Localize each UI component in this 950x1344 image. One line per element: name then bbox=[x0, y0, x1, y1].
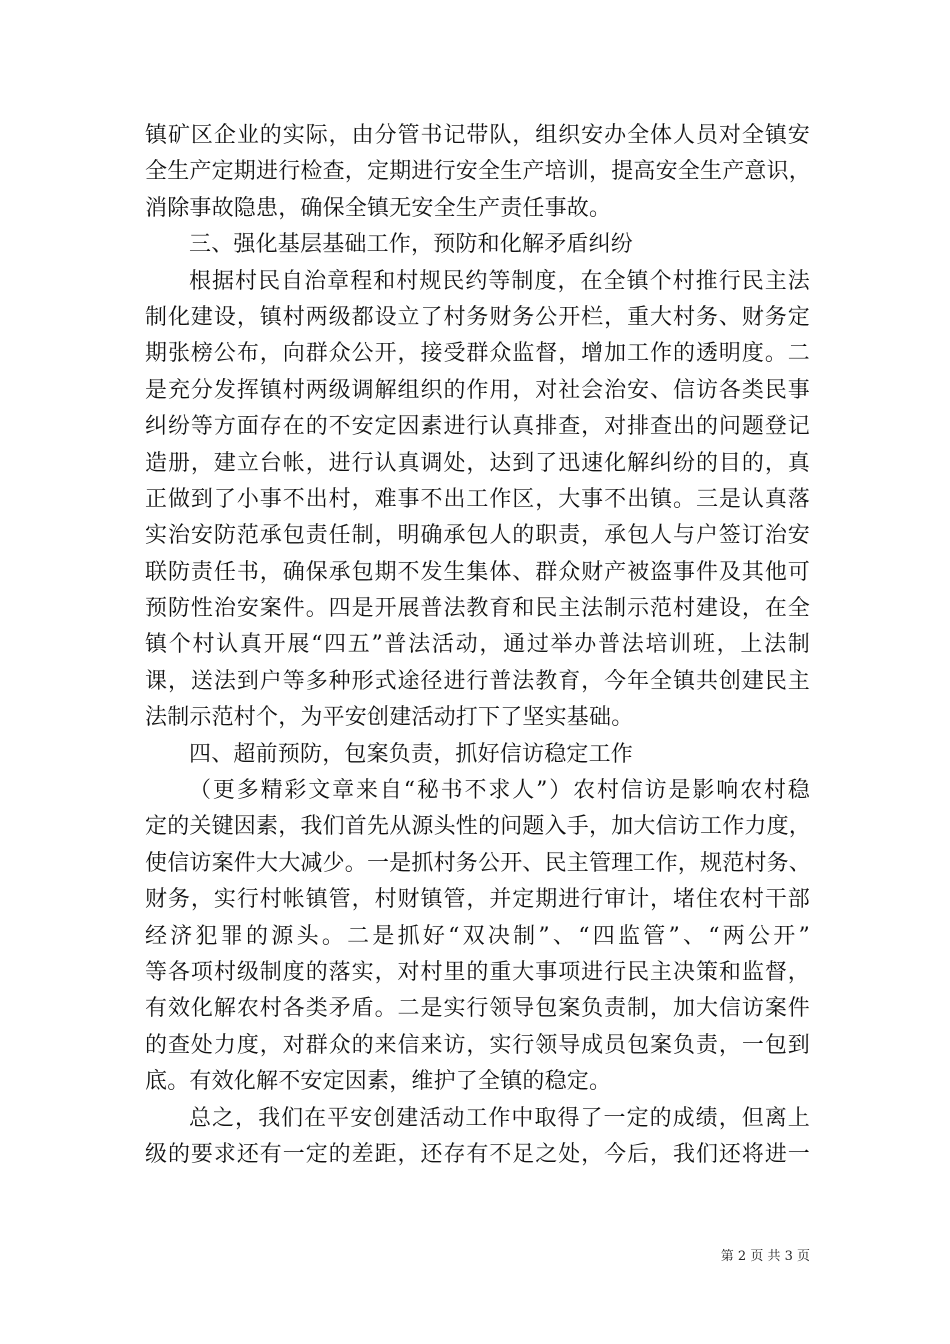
text-line: 联防责任书，确保承包期不发生集体、群众财产被盗事件及其他可 bbox=[145, 559, 810, 585]
text-line: 等各项村级制度的落实，对村里的重大事项进行民主决策和监督， bbox=[145, 959, 810, 985]
text-line: 底。有效化解不安定因素，维护了全镇的稳定。 bbox=[145, 1069, 612, 1095]
text-line: 镇个村认真开展“四五”普法活动，通过举办普法培训班，上法制 bbox=[145, 632, 810, 658]
text-line: 根据村民自治章程和村规民约等制度，在全镇个村推行民主法 bbox=[189, 268, 810, 294]
body-text bbox=[145, 118, 810, 1173]
text-line: 使信访案件大大减少。一是抓村务公开、民主管理工作，规范村务、 bbox=[145, 850, 812, 876]
text-line: 全生产定期进行检查，定期进行安全生产培训，提高安全生产意识， bbox=[145, 159, 812, 185]
text-line: 法制示范村个，为平安创建活动打下了坚实基础。 bbox=[145, 705, 634, 731]
text-line: 正做到了小事不出村，难事不出工作区，大事不出镇。三是认真落 bbox=[145, 486, 810, 512]
section-heading-4: 四、超前预防，包案负责，抓好信访稳定工作 bbox=[189, 741, 634, 767]
text-line: 级的要求还有一定的差距，还存有不足之处，今后，我们还将进一 bbox=[145, 1141, 810, 1167]
text-line: 课，送法到户等多种形式途径进行普法教育，今年全镇共创建民主 bbox=[145, 668, 810, 694]
text-line: 经济犯罪的源头。二是抓好“双决制”、“四监管”、“两公开” bbox=[145, 923, 810, 949]
text-line: 的查处力度，对群众的来信来访，实行领导成员包案负责，一包到 bbox=[145, 1032, 810, 1058]
text-line: 有效化解农村各类矛盾。二是实行领导包案负责制，加大信访案件 bbox=[145, 996, 810, 1022]
text-line: 定的关键因素，我们首先从源头性的问题入手，加大信访工作力度， bbox=[145, 814, 812, 840]
section-heading-3: 三、强化基层基础工作，预防和化解矛盾纠纷 bbox=[189, 232, 634, 258]
text-line: 实治安防范承包责任制，明确承包人的职责，承包人与户签订治安 bbox=[145, 523, 810, 549]
text-line: 是充分发挥镇村两级调解组织的作用，对社会治安、信访各类民事 bbox=[145, 377, 810, 403]
text-line: 镇矿区企业的实际，由分管书记带队，组织安办全体人员对全镇安 bbox=[145, 123, 810, 148]
text-line: 预防性治安案件。四是开展普法教育和民主法制示范村建设，在全 bbox=[145, 596, 810, 622]
page-number-footer: 第 2 页 共 3 页 bbox=[720, 1249, 810, 1264]
text-line: 期张榜公布，向群众公开，接受群众监督，增加工作的透明度。二 bbox=[145, 341, 810, 367]
text-line: 消除事故隐患，确保全镇无安全生产责任事故。 bbox=[145, 195, 612, 221]
text-line: （更多精彩文章来自“秘书不求人”）农村信访是影响农村稳 bbox=[189, 778, 810, 804]
text-line: 总之，我们在平安创建活动工作中取得了一定的成绩，但离上 bbox=[189, 1105, 810, 1131]
text-line: 造册，建立台帐，进行认真调处，达到了迅速化解纠纷的目的，真 bbox=[145, 450, 810, 476]
text-line: 财务，实行村帐镇管，村财镇管，并定期进行审计，堵住农村干部 bbox=[145, 887, 810, 913]
text-line: 制化建设，镇村两级都设立了村务财务公开栏，重大村务、财务定 bbox=[145, 304, 810, 330]
text-line: 纠纷等方面存在的不安定因素进行认真排查，对排查出的问题登记 bbox=[145, 414, 810, 440]
